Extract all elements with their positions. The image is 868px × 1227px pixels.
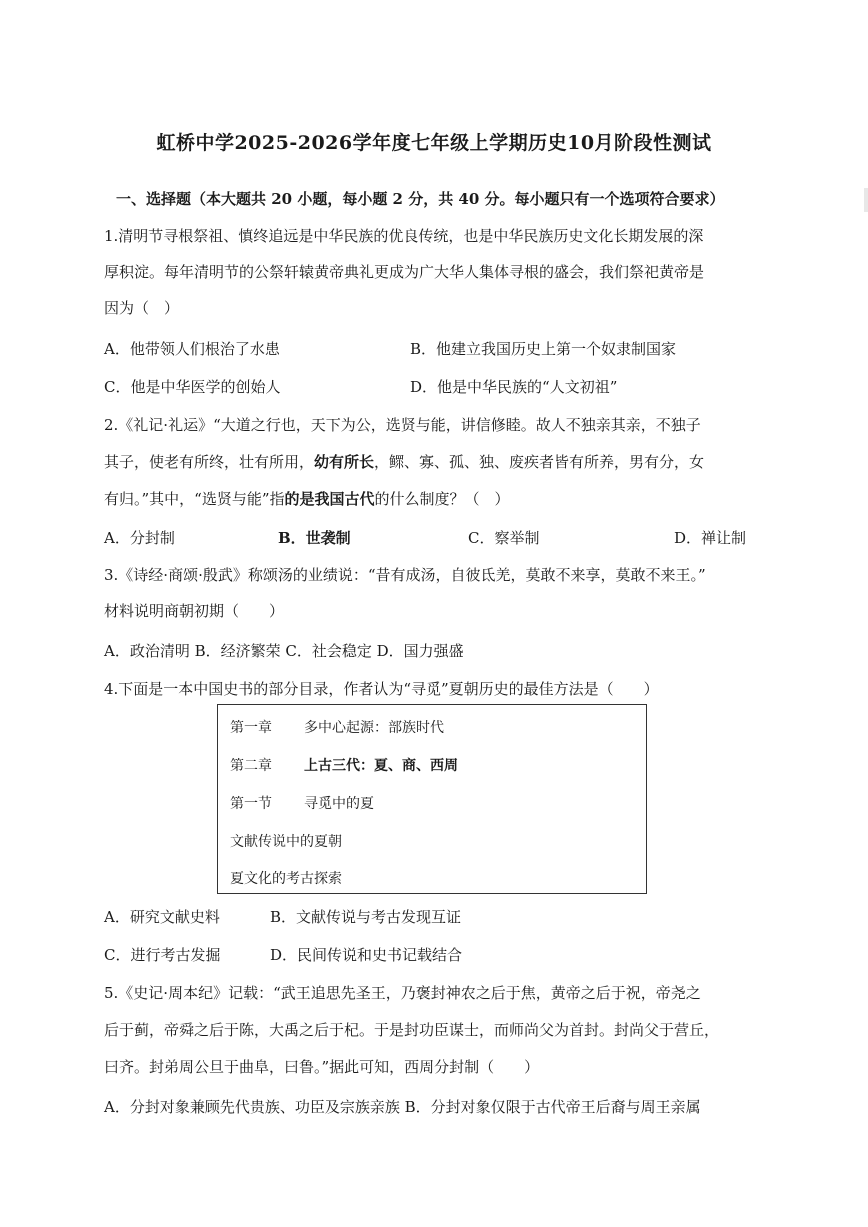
q5-stem-line1: 5.《史记·周本纪》记载：“武王追思先圣王，乃褒封神农之后于焦，黄帝之后于祝，帝尧之: [104, 984, 701, 1002]
toc-chapter1-label: 第一章: [230, 720, 272, 736]
q4-option-c: C．进行考古发掘: [104, 946, 221, 964]
q2-option-b: B．世袭制: [278, 529, 351, 547]
toc-chapter2-label: 第二章: [230, 758, 272, 774]
q1-option-d: D．他是中华民族的“人文初祖”: [410, 378, 618, 396]
q2-stem-line3: [104, 488, 510, 509]
q3-stem-line2: 材料说明商朝初期（ ）: [104, 602, 285, 620]
q1-stem-line2: 厚积淀。每年清明节的公祭轩辕黄帝典礼更成为广大华人集体寻根的盛会，我们祭祀黄帝是: [104, 263, 705, 281]
q4-option-b: B．文献传说与考古发现互证: [270, 908, 462, 926]
q1-option-a: A．他带领人们根治了水患: [104, 340, 280, 358]
q4-stem-line1: 4.下面是一本中国史书的部分目录，作者认为“寻觅”夏朝历史的最佳方法是（ ）: [104, 680, 659, 698]
q1-option-c: C．他是中华医学的创始人: [104, 378, 281, 396]
toc-section1-label: 第一节: [230, 796, 272, 812]
q1-stem-line3: 因为（ ）: [104, 299, 180, 317]
q2-line3-part3: 的什么制度？（ ）: [374, 490, 510, 508]
q4-option-a: A．研究文献史料: [104, 908, 220, 926]
q3-stem-line1: 3.《诗经·商颂·殷武》称颂汤的业绩说：“昔有成汤，自彼氐羌，莫敢不来享，莫敢不来王。”: [104, 566, 706, 584]
scan-edge-mark: [864, 188, 868, 212]
toc-section1-title: 寻觅中的夏: [304, 796, 374, 812]
q2-stem-line1: 2.《礼记·礼运》“大道之行也，天下为公，选贤与能，讲信修睦。故人不独亲其亲，不独子: [104, 416, 701, 434]
table-of-contents-box: [217, 704, 647, 894]
toc-row-item2: 夏文化的考古探索: [230, 871, 342, 887]
q2-line3-bold: 的是我国古代: [284, 490, 375, 508]
q2-line3-part1: 有归。”其中，“选贤与能”指: [104, 490, 285, 508]
q2-option-c: C．察举制: [468, 529, 540, 547]
q5-stem-line3: 曰齐。封弟周公旦于曲阜，曰鲁。”据此可知，西周分封制（ ）: [104, 1058, 540, 1076]
toc-row-item1: 文献传说中的夏朝: [230, 834, 342, 850]
toc-chapter1-title: 多中心起源：部族时代: [304, 720, 444, 736]
toc-row-section1: [230, 793, 374, 813]
q4-option-d: D．民间传说和史书记载结合: [270, 946, 463, 964]
section-heading: 一、选择题（本大题共 20 小题，每小题 2 分，共 40 分。每小题只有一个选项符合要求）: [116, 190, 725, 208]
q2-line2-part3: ，鳏、寡、孤、独、废疾者皆有所养，男有分，女: [374, 453, 705, 471]
q2-line2-bold: 幼有所长: [314, 453, 375, 471]
q5-options-ab: A．分封对象兼顾先代贵族、功臣及宗族亲族 B．分封对象仅限于古代帝王后裔与周王亲属: [104, 1098, 701, 1116]
toc-row-chapter2: [230, 755, 458, 775]
q2-option-a: A．分封制: [104, 529, 175, 547]
toc-chapter2-title: 上古三代：夏、商、西周: [304, 758, 458, 774]
q2-stem-line2: [104, 451, 704, 472]
page-title: 虹桥中学2025-2026学年度七年级上学期历史10月阶段性测试: [156, 132, 712, 154]
q1-stem-line1: 1.清明节寻根祭祖、慎终追远是中华民族的优良传统，也是中华民族历史文化长期发展的深: [104, 227, 704, 245]
q2-line2-part1: 其子，使老有所终，壮有所用，: [104, 453, 315, 471]
q3-options: A．政治清明 B．经济繁荣 C．社会稳定 D．国力强盛: [104, 642, 464, 660]
q5-stem-line2: 后于蓟，帝舜之后于陈，大禹之后于杞。于是封功臣谋士，而师尚父为首封。封尚父于营丘，: [104, 1021, 720, 1039]
toc-row-chapter1: [230, 717, 444, 737]
q1-option-b: B．他建立我国历史上第一个奴隶制国家: [410, 340, 677, 358]
q2-option-d: D．禅让制: [674, 529, 747, 547]
